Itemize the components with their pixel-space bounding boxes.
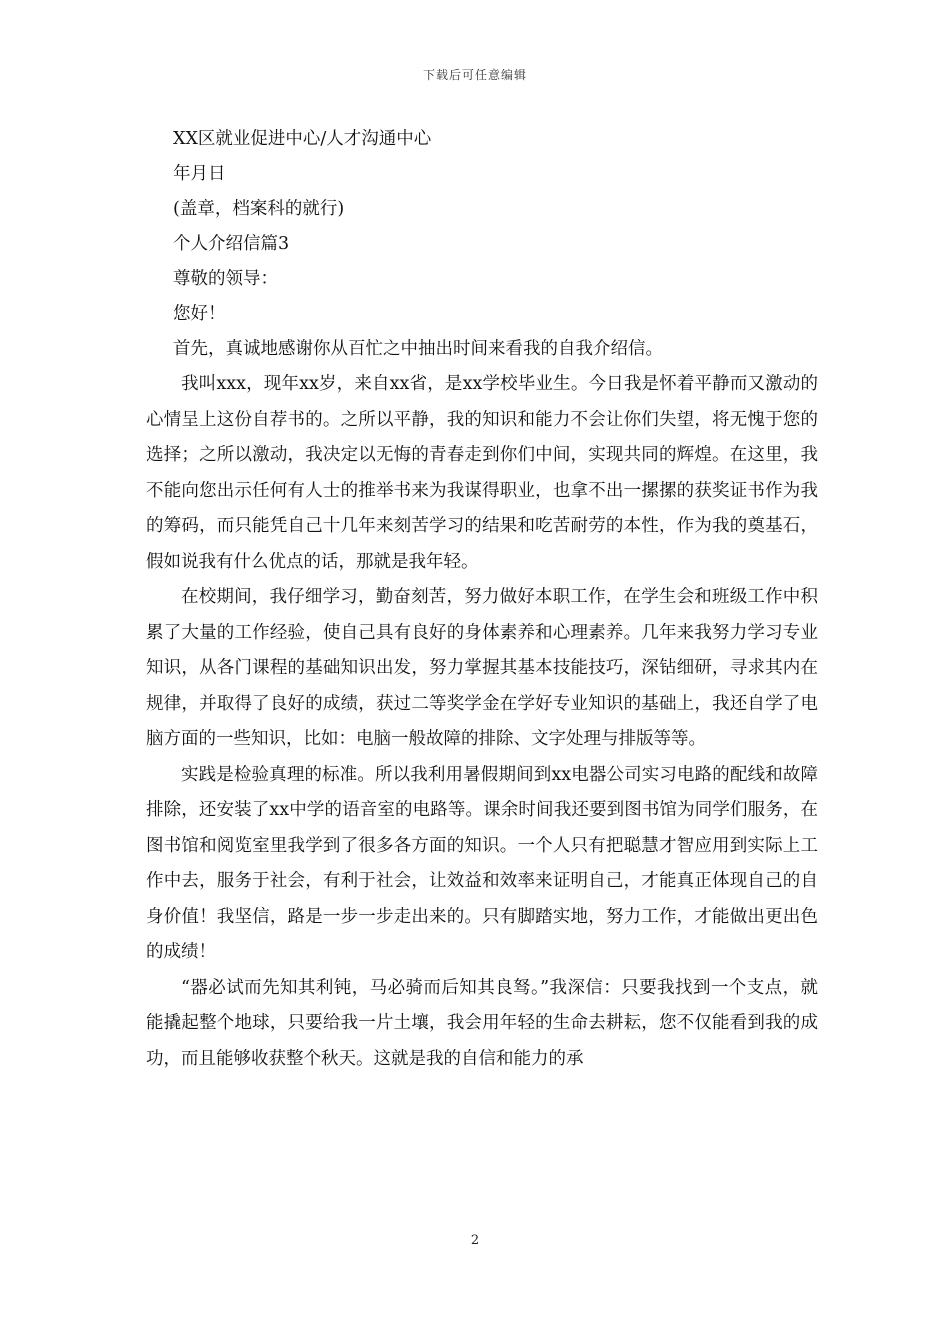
- document-body: [146, 122, 818, 1077]
- seal-note: (盖章，档案科的就行): [173, 199, 345, 219]
- date-line: 年月日: [173, 164, 226, 184]
- section-title: 个人介绍信篇3: [173, 234, 290, 254]
- paragraph-introduction: 我叫xxx，现年xx岁，来自xx省，是xx学校毕业生。今日我是怀着平静而又激动的心情呈上这份自荐书的。之所以平静，我的知识和能力不会让你们失望，将无愧于您的选择；之所以激动，我决定以无悔的青春走到你们中间，实现共同的辉煌。在这里，我不能向您出示任何有人士的推举书来为我谋得职业，也拿不出一摞摞的获奖证书作为我的筹码，而只能凭自己十几年来刻苦学习的结果和吃苦耐劳的本性，作为我的奠基石，假如说我有什么优点的话，那就是我年轻。: [146, 374, 818, 572]
- opening-sentence: 首先，真诚地感谢你从百忙之中抽出时间来看我的自我介绍信。: [173, 339, 663, 359]
- greeting: 您好！: [173, 304, 226, 324]
- paragraph-practice: 实践是检验真理的标准。所以我利用暑假期间到xx电器公司实习电路的配线和故障排除，还安装了xx中学的语音室的电路等。课余时间我还要到图书馆为同学们服务，在图书馆和阅览室里我学到了很多各方面的知识。一个人只有把聪慧才智应用到实际上工作中去，服务于社会，有利于社会，让效益和效率来证明自己，才能真正体现自己的自身价值！我坚信，路是一步一步走出来的。只有脚踏实地，努力工作，才能做出更出色的成绩！: [146, 764, 818, 962]
- header-note: 下载后可任意编辑: [422, 68, 527, 82]
- paragraph-conviction: “器必试而先知其利钝，马必骑而后知其良驽。”我深信：只要我找到一个支点，就能撬起整个地球，只要给我一片土壤，我会用年轻的生命去耕耘，您不仅能看到我的成功，而且能够收获整个秋天。这就是我的自信和能力的承: [146, 977, 818, 1069]
- page-number: 2: [470, 1233, 480, 1248]
- recipient-organization: XX区就业促进中心/人才沟通中心: [173, 129, 432, 149]
- salutation: 尊敬的领导：: [173, 269, 278, 289]
- paragraph-school: 在校期间，我仔细学习，勤奋刻苦，努力做好本职工作，在学生会和班级工作中积累了大量的工作经验，使自己具有良好的身体素养和心理素养。几年来我努力学习专业知识，从各门课程的基础知识出发，努力掌握其基本技能技巧，深钻细研，寻求其内在规律，并取得了良好的成绩，获过二等奖学金在学好专业知识的基础上，我还自学了电脑方面的一些知识，比如：电脑一般故障的排除、文字处理与排版等等。: [146, 587, 818, 749]
